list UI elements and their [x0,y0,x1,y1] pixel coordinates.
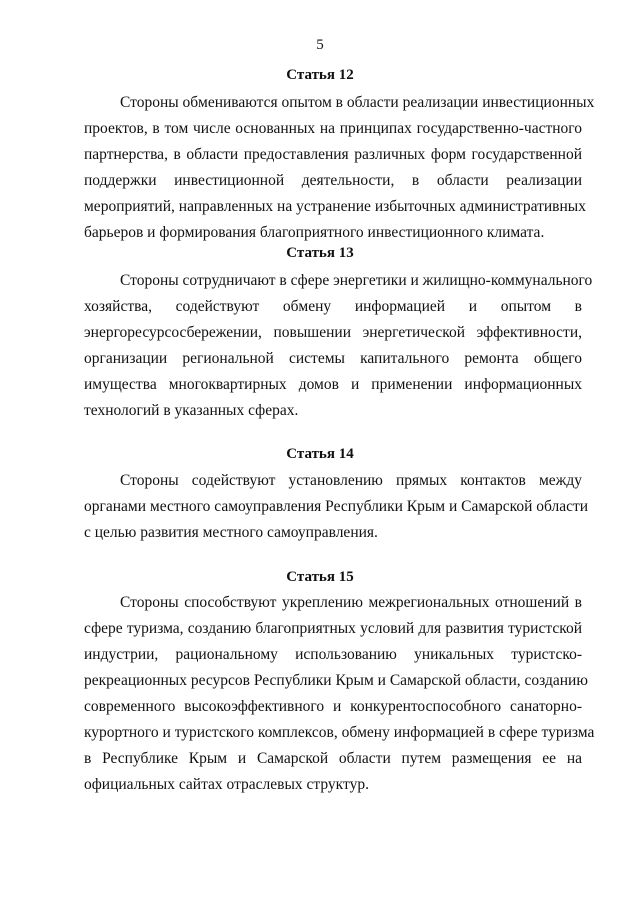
text-line: партнерства, в области предоставления различных форм государственной [84,146,582,163]
text-line: Стороны способствуют укреплению межрегиональных отношений в [120,594,582,611]
text-line: официальных сайтах отраслевых структур. [84,776,369,793]
text-line: в Республике Крым и Самарской области путем размещения ее на [84,750,582,767]
text-line: курортного и туристского комплексов, обмену информацией в сфере туризма [84,724,595,741]
text-line: органами местного самоуправления Республики Крым и Самарской области [84,498,589,515]
article-14-text [84,468,589,546]
text-line: Стороны сотрудничают в сфере энергетики и жилищно-коммунального [120,272,593,289]
text-line: Стороны содействуют установлению прямых контактов между [120,472,582,489]
text-line: индустрии, рациональному использованию уникальных туристско- [84,646,582,663]
text-line: Стороны обмениваются опытом в области реализации инвестиционных [120,94,595,111]
article-12-text [84,90,595,246]
text-line: хозяйства, содействуют обмену информацией и опытом в [84,298,582,315]
article-14-heading: Статья 14 [286,446,354,462]
text-line: поддержки инвестиционной деятельности, в области реализации [84,172,582,189]
text-line: имущества многоквартирных домов и применении информационных [84,376,582,393]
text-line: современного высокоэффективного и конкурентоспособного санаторно- [84,698,582,715]
text-line: энергоресурсосбережении, повышении энергетической эффективности, [84,324,582,341]
text-line: технологий в указанных сферах. [84,402,299,419]
article-15-heading: Статья 15 [286,569,354,585]
article-15-text [84,590,595,798]
text-line: мероприятий, направленных на устранение избыточных административных [84,198,586,215]
text-line: проектов, в том числе основанных на принципах государственно-частного [84,120,582,137]
text-line: с целью развития местного самоуправления. [84,524,378,541]
article-13-text [84,268,593,424]
text-line: сфере туризма, созданию благоприятных условий для развития туристской [84,620,582,637]
text-line: барьеров и формирования благоприятного инвестиционного климата. [84,224,545,241]
article-13-heading: Статья 13 [286,245,354,261]
text-line: рекреационных ресурсов Республики Крым и Самарской области, созданию [84,672,588,689]
page-number: 5 [316,37,324,53]
text-line: организации региональной системы капитального ремонта общего [84,350,582,367]
article-12-heading: Статья 12 [286,67,354,83]
